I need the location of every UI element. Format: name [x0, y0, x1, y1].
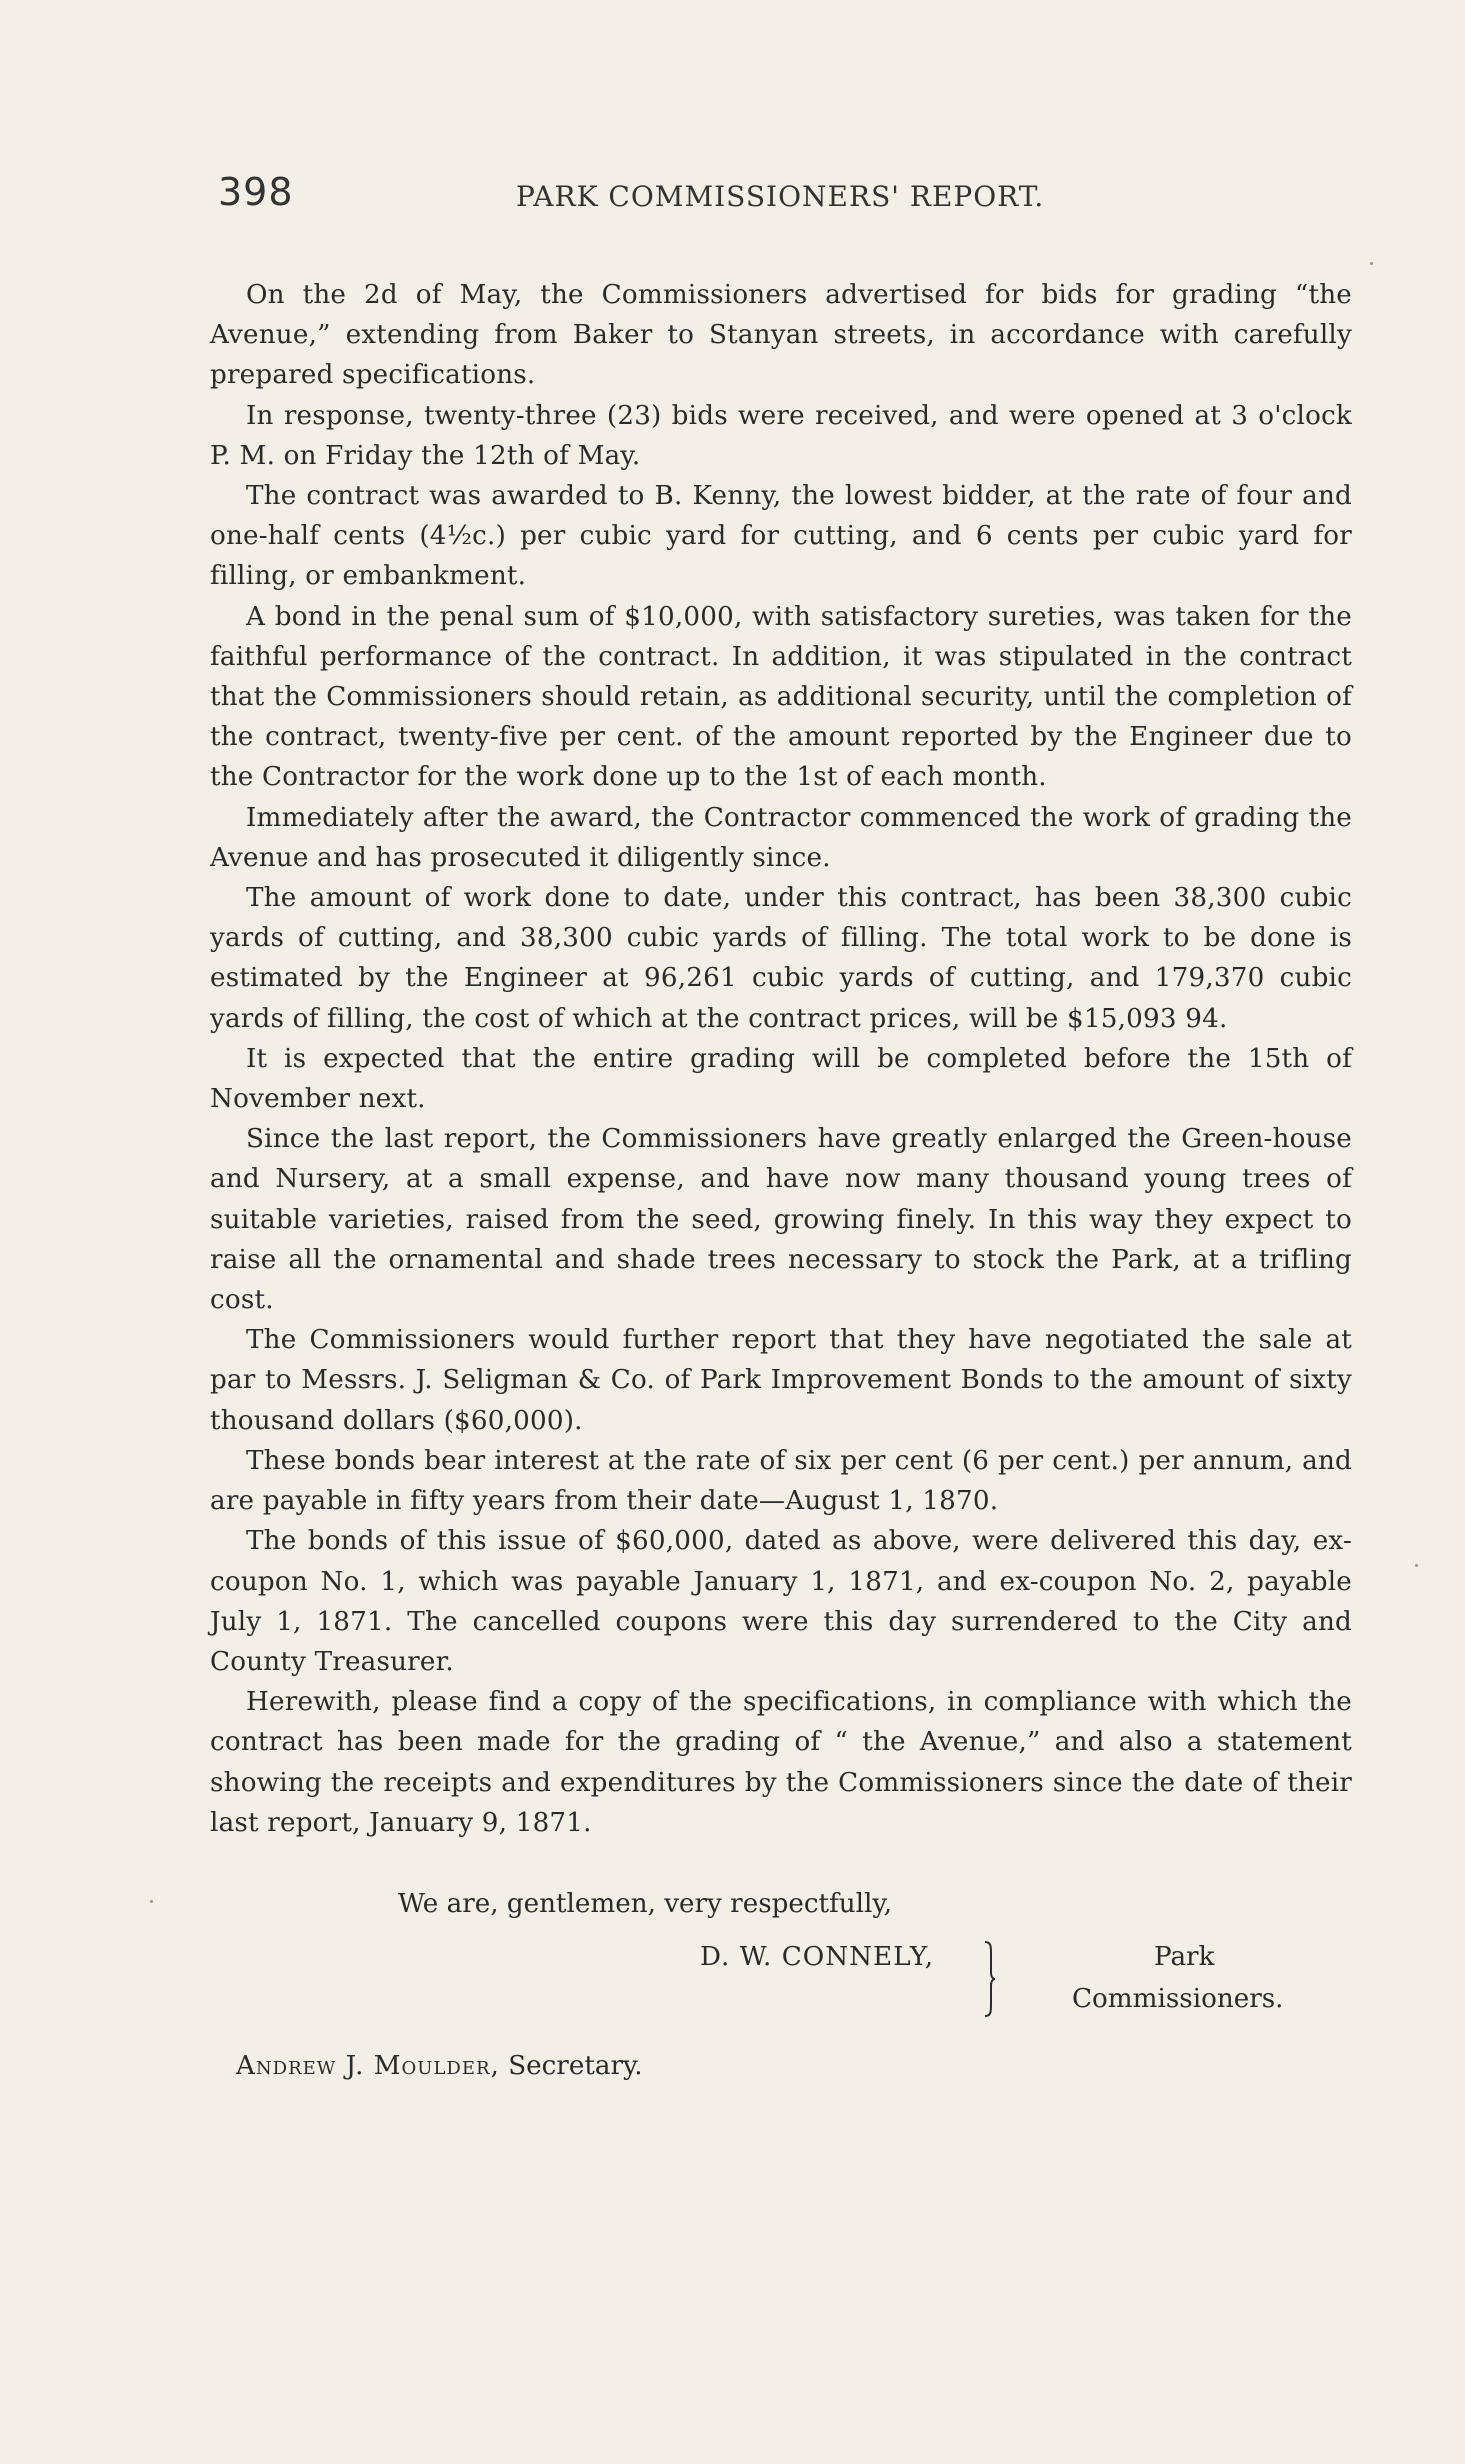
paragraph-bond: A bond in the penal sum of $10,000, with satisfactory sureties, was taken for the faithful performance of the contract. In addition, it was stipulated in the contract that the Commissioners should retain, as additional security, until the completion of the contract, twenty-five per cent. of the amount reported by the Engineer due to the Contractor for the work done up to the 1st of each month.: [210, 601, 1352, 793]
paragraph-completion-expected: It is expected that the entire grading will be completed before the 15th of November next.: [210, 1043, 1352, 1115]
secretary-role: Secretary.: [508, 2051, 643, 2081]
paragraph-bond-interest: These bonds bear interest at the rate of six per cent (6 per cent.) per annum, and are payable in fifty years from their date—August 1, 1870.: [210, 1445, 1352, 1517]
paragraph-contract-awarded: The contract was awarded to B. Kenny, the lowest bidder, at the rate of four and one-half cents (4½c.) per cubic yard for cutting, and 6 cents per cubic yard for filling, or embankment.: [210, 481, 1352, 592]
paper-speck: [1415, 1564, 1418, 1567]
paper-speck: [1370, 262, 1373, 265]
signature-block: [700, 1930, 1320, 2020]
secretary-line: [236, 2046, 643, 2086]
signer-name: D. W. CONNELY,: [700, 1942, 935, 1972]
paragraph-bond-delivery: The bonds of this issue of $60,000, dated as above, were delivered this day, ex-coupon No. 1, which was payable January 1, 1871, and ex-coupon No. 2, payable July 1, 1871. The cancelled coupons were this day surrendered to the City and County Treasurer.: [210, 1526, 1352, 1677]
paragraph-bids-advertised: On the 2d of May, the Commissioners advertised for bids for grading “the Avenue,” extending from Baker to Stanyan streets, in accordance with carefully prepared specifications.: [210, 280, 1352, 391]
signer-title-commissioners: Commissioners.: [1072, 1984, 1284, 2014]
paper-speck: [150, 1900, 153, 1903]
page-number: 398: [218, 170, 294, 214]
brace-icon: [982, 1940, 996, 2018]
paragraph-greenhouse-nursery: Since the last report, the Commissioners have greatly enlarged the Green-house and Nursery, at a small expense, and have now many thousand young trees of suitable varieties, raised from the seed, growing finely. In this way they expect to raise all the ornamental and shade trees necessary to stock the Park, at a trifling cost.: [210, 1124, 1352, 1316]
paragraph-work-commenced: Immediately after the award, the Contractor commenced the work of grading the Avenue and has prosecuted it diligently since.: [210, 802, 1352, 873]
paragraph-herewith: Herewith, please find a copy of the specifications, in compliance with which the contract has been made for the grading of “ the Avenue,” and also a statement showing the receipts and expenditures by the Commissioners since the date of their last report, January 9, 1871.: [210, 1687, 1352, 1838]
signer-title-park: Park: [1154, 1942, 1215, 1972]
paragraph-work-amount: The amount of work done to date, under this contract, has been 38,300 cubic yards of cutting, and 38,300 cubic yards of filling. The total work to be done is estimated by the Engineer at 96,261 cubic yards of cutting, and 179,370 cubic yards of filling, the cost of which at the contract prices, will be $15,093 94.: [210, 883, 1352, 1034]
report-body: [210, 275, 1352, 1843]
running-head: PARK COMMISSIONERS' REPORT.: [516, 180, 1045, 213]
paragraph-bids-received: In response, twenty-three (23) bids were received, and were opened at 3 o'clock P. M. on Friday the 12th of May.: [210, 400, 1352, 471]
secretary-name: Andrew J. Moulder,: [236, 2051, 500, 2081]
paragraph-bond-sale: The Commissioners would further report that they have negotiated the sale at par to Messrs. J. Seligman & Co. of Park Improvement Bonds to the amount of sixty thousand dollars ($60,000).: [210, 1325, 1352, 1436]
closing-line: We are, gentlemen, very respectfully,: [398, 1889, 893, 1919]
page-header: [218, 170, 1078, 230]
